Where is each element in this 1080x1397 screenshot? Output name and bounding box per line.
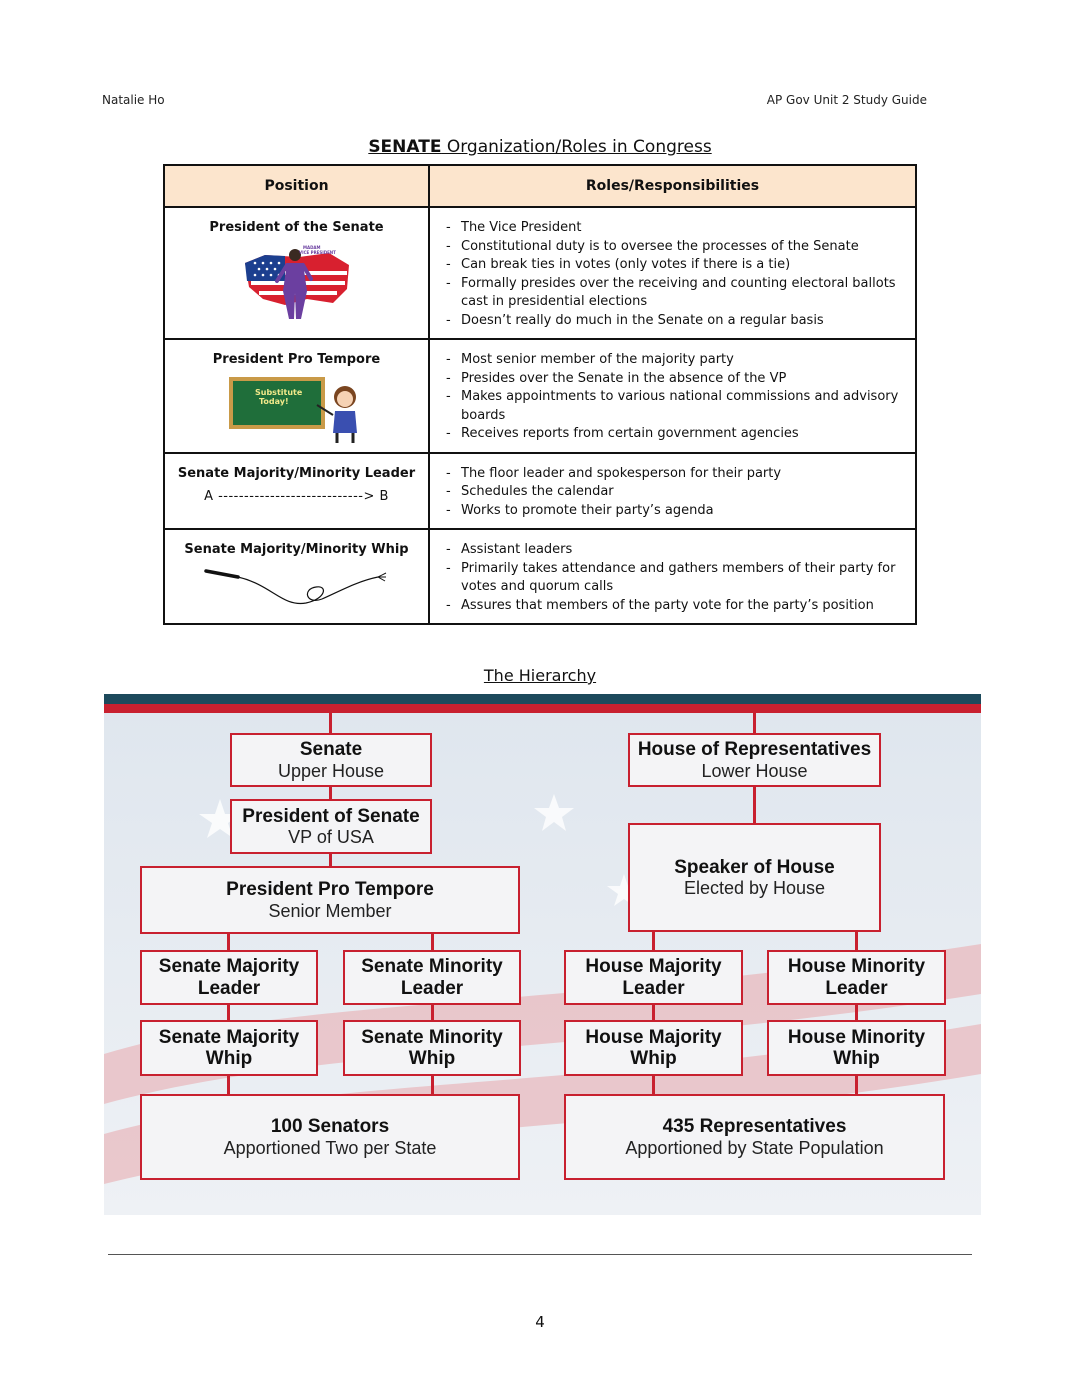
box-title: Senate Minority Leader bbox=[361, 956, 503, 999]
list-item: - Assures that members of the party vote for the party’s position bbox=[446, 597, 905, 616]
list-item: - Formally presides over the receiving and counting electoral ballots cast in presidential elections bbox=[446, 275, 905, 312]
connector-line bbox=[329, 786, 332, 800]
box-subtitle: Lower House bbox=[701, 760, 808, 781]
connector-line bbox=[227, 1004, 230, 1021]
connector-line bbox=[227, 1075, 230, 1095]
box-title: House of Representatives bbox=[637, 739, 872, 761]
list-item: - Schedules the calendar bbox=[446, 483, 905, 502]
list-item: - The floor leader and spokesperson for their party bbox=[446, 465, 905, 484]
box-title: Speaker of House bbox=[674, 856, 835, 878]
house-minority-leader-box bbox=[767, 950, 946, 1005]
roles-cell bbox=[429, 207, 916, 339]
footer-divider bbox=[108, 1254, 972, 1255]
house-minority-whip-box bbox=[767, 1020, 946, 1076]
roles-cell bbox=[429, 529, 916, 624]
page-number: 4 bbox=[535, 1313, 545, 1331]
column-header-position: Position bbox=[164, 165, 429, 207]
box-title: Senate Majority Leader bbox=[158, 956, 300, 999]
list-item: - Doesn’t really do much in the Senate on a regular basis bbox=[446, 312, 905, 331]
senators-box bbox=[140, 1094, 520, 1180]
box-subtitle: VP of USA bbox=[288, 827, 374, 848]
senate-box bbox=[230, 733, 432, 787]
connector-line bbox=[652, 1004, 655, 1021]
roles-cell bbox=[429, 453, 916, 530]
position-label: Senate Majority/Minority Leader bbox=[177, 465, 416, 481]
connector-line bbox=[855, 1004, 858, 1021]
box-subtitle: Upper House bbox=[277, 760, 385, 781]
position-label: Senate Majority/Minority Whip bbox=[184, 542, 409, 557]
list-item: - Presides over the Senate in the absence of the VP bbox=[446, 370, 905, 389]
speaker-of-house-box bbox=[628, 823, 881, 932]
box-title: House Minority Leader bbox=[787, 956, 926, 999]
box-title: Senate Minority Whip bbox=[361, 1026, 503, 1069]
connector-line bbox=[431, 1004, 434, 1021]
position-cell bbox=[164, 339, 429, 453]
table-row bbox=[164, 207, 916, 339]
president-of-senate-box bbox=[230, 799, 432, 854]
connector-line bbox=[753, 786, 756, 824]
substitute-teacher-image bbox=[227, 373, 367, 445]
box-subtitle: Senior Member bbox=[268, 900, 392, 921]
roles-list bbox=[446, 219, 905, 330]
house-majority-leader-box bbox=[564, 950, 743, 1005]
column-header-roles: Roles/Responsibilities bbox=[429, 165, 916, 207]
hierarchy-chart bbox=[104, 694, 981, 1215]
senate-majority-whip-box bbox=[140, 1020, 318, 1076]
roles-list bbox=[446, 351, 905, 444]
connector-line bbox=[652, 1075, 655, 1095]
page-title bbox=[0, 137, 1080, 157]
list-item: - Can break ties in votes (only votes if there is a tie) bbox=[446, 256, 905, 275]
senate-majority-leader-box bbox=[140, 950, 318, 1005]
connector-line bbox=[329, 713, 332, 734]
position-label: President of the Senate bbox=[209, 220, 384, 235]
senate-minority-leader-box bbox=[343, 950, 521, 1005]
position-cell bbox=[164, 529, 429, 624]
position-label: President Pro Tempore bbox=[212, 352, 381, 367]
hierarchy-title: The Hierarchy bbox=[483, 666, 597, 685]
table-header-row bbox=[164, 165, 916, 207]
list-item: - Works to promote their party’s agenda bbox=[446, 502, 905, 521]
image-caption-line-2: VICE PRESIDENT bbox=[298, 250, 336, 255]
list-item: - The Vice President bbox=[446, 219, 905, 238]
connector-line bbox=[329, 853, 332, 867]
house-box bbox=[628, 733, 881, 787]
list-item: - Makes appointments to various national commissions and advisory boards bbox=[446, 388, 905, 425]
box-title: President Pro Tempore bbox=[226, 879, 434, 901]
senate-minority-whip-box bbox=[343, 1020, 521, 1076]
box-title: President of Senate bbox=[242, 805, 420, 827]
chalkboard-text-2: Today! bbox=[258, 397, 289, 406]
position-cell bbox=[164, 453, 429, 530]
image-caption-line-1: MADAM bbox=[302, 245, 320, 250]
connector-line bbox=[855, 931, 858, 951]
box-subtitle: Apportioned by State Population bbox=[625, 1137, 884, 1158]
position-cell bbox=[164, 207, 429, 339]
box-title: Senate bbox=[299, 739, 363, 761]
box-title: 100 Senators bbox=[270, 1116, 390, 1138]
list-item: - Primarily takes attendance and gathers members of their party for votes and quorum calls bbox=[446, 560, 905, 597]
roles-cell bbox=[429, 339, 916, 453]
box-title: House Majority Whip bbox=[585, 1026, 722, 1069]
header-document-title: AP Gov Unit 2 Study Guide bbox=[766, 93, 927, 107]
chalkboard-text-1: Substitute bbox=[254, 388, 302, 397]
box-title: Senate Majority Whip bbox=[158, 1026, 300, 1069]
box-title: House Majority Leader bbox=[585, 956, 722, 999]
representatives-box bbox=[564, 1094, 945, 1180]
box-subtitle: Apportioned Two per State bbox=[223, 1137, 437, 1158]
connector-line bbox=[431, 933, 434, 951]
page-title-bold: SENATE bbox=[368, 137, 442, 157]
box-subtitle: Elected by House bbox=[683, 878, 826, 899]
list-item: - Most senior member of the majority party bbox=[446, 351, 905, 370]
whip-image bbox=[202, 563, 392, 609]
connector-line bbox=[431, 1075, 434, 1095]
list-item: - Receives reports from certain government agencies bbox=[446, 425, 905, 444]
box-title: 435 Representatives bbox=[662, 1116, 847, 1138]
roles-list bbox=[446, 541, 905, 615]
president-pro-tempore-box bbox=[140, 866, 520, 934]
list-item: - Constitutional duty is to oversee the processes of the Senate bbox=[446, 238, 905, 257]
vice-president-flag-image bbox=[237, 241, 357, 321]
header-author: Natalie Ho bbox=[102, 93, 165, 107]
house-majority-whip-box bbox=[564, 1020, 743, 1076]
page-title-rest: Organization/Roles in Congress bbox=[441, 137, 712, 157]
table-row bbox=[164, 453, 916, 530]
roles-list bbox=[446, 465, 905, 521]
list-item: - Assistant leaders bbox=[446, 541, 905, 560]
box-title: House Minority Whip bbox=[787, 1026, 926, 1069]
table-row bbox=[164, 529, 916, 624]
connector-line bbox=[753, 713, 756, 734]
table-row bbox=[164, 339, 916, 453]
leader-diagram: A ----------------------------> B bbox=[204, 488, 389, 504]
senate-roles-table bbox=[163, 164, 917, 625]
connector-line bbox=[855, 1075, 858, 1095]
connector-line bbox=[227, 933, 230, 951]
connector-line bbox=[652, 931, 655, 951]
